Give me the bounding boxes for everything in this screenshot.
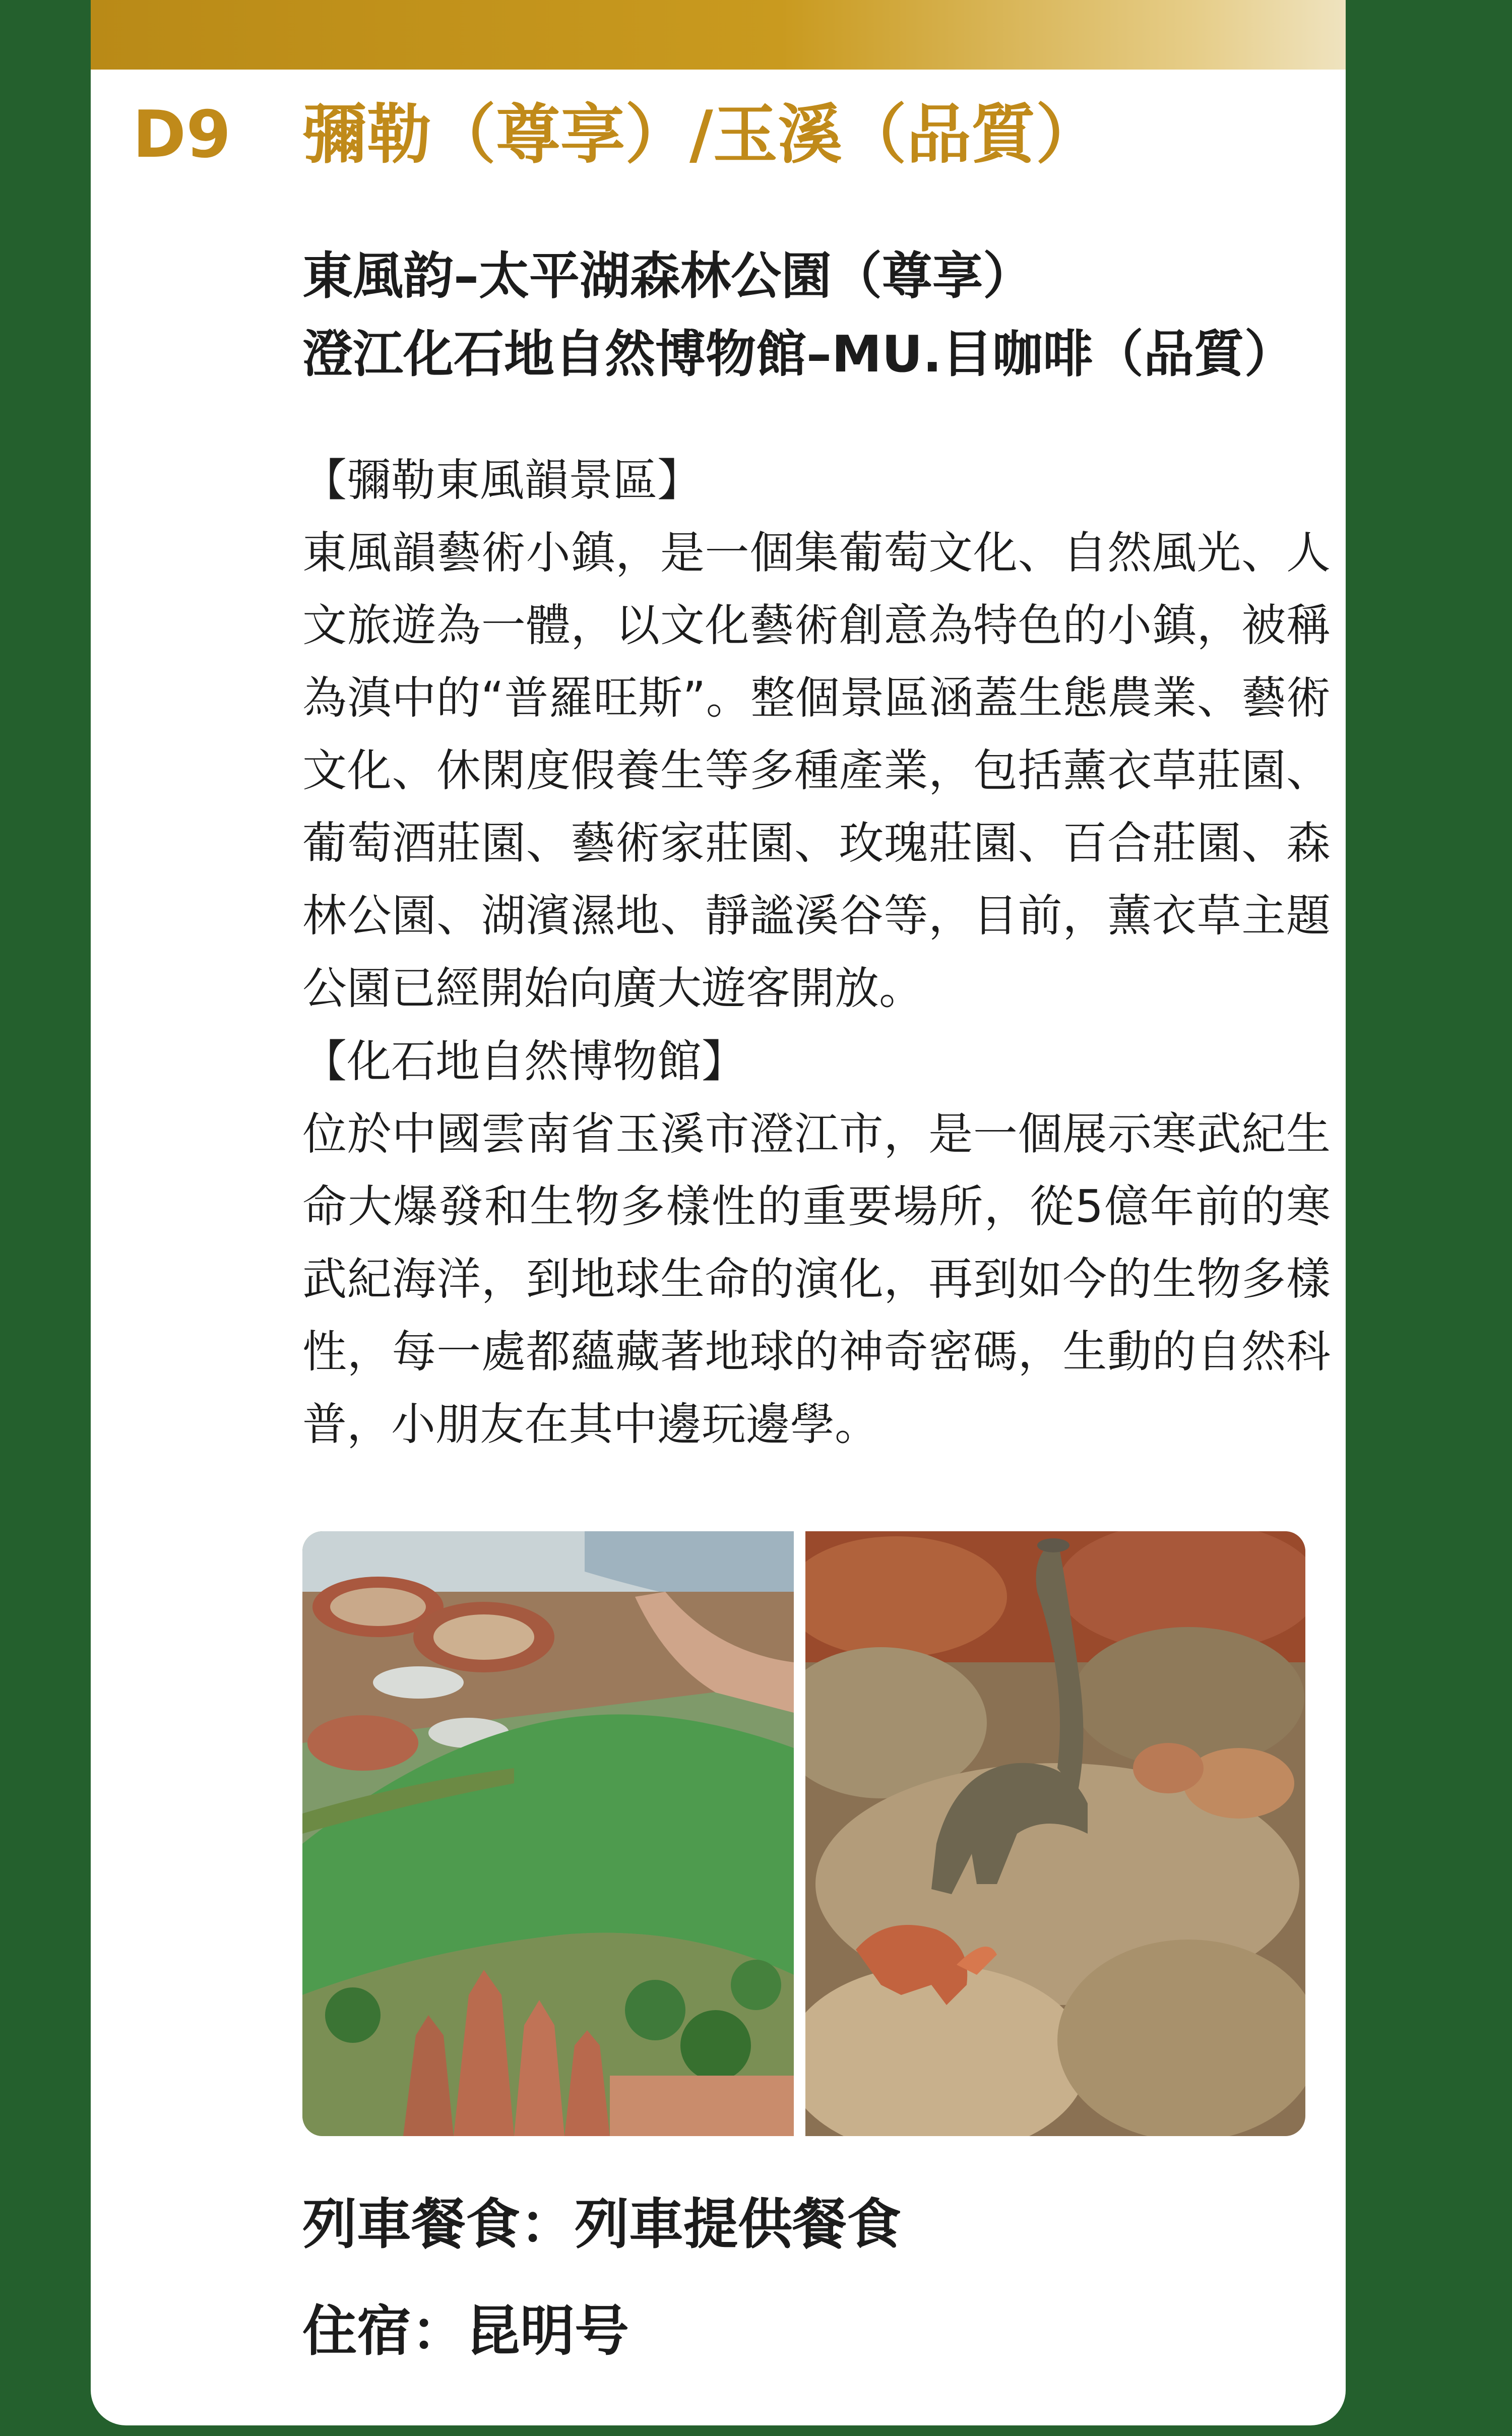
day-title: 彌勒（尊享）/玉溪（品質）	[302, 97, 1100, 172]
header-gradient-bar	[91, 0, 1346, 70]
aerial-town-photo	[302, 1531, 794, 2136]
itinerary-card	[91, 0, 1346, 2425]
section-heading-fossil-museum: 【化石地自然博物館】	[302, 1035, 746, 1087]
section-text-dongfengyun: 東風韻藝術小鎮，是一個集葡萄文化、自然風光、人文旅遊為一體，以文化藝術創意為特色的小鎮，被稱為滇中的“普羅旺斯”。整個景區涵蓋生態農業、藝術文化、休閑度假養生等多種產業，包括薰衣草莊園、葡萄酒莊園、藝術家莊園、玫瑰莊園、百合莊園、森林公園、湖濱濕地、靜謐溪谷等，目前，薰衣草主題公園已經開始向廣大遊客開放。	[302, 527, 1331, 1014]
description-body	[302, 444, 1331, 1461]
day-label: D9	[133, 97, 231, 172]
section-text-fossil-museum: 位於中國雲南省玉溪市澄江市，是一個展示寒武紀生命大爆發和生物多樣性的重要場所，從5億年前的寒武紀海洋，到地球生命的演化，再到如今的生物多樣性，每一處都蘊藏著地球的神奇密碼，生動的自然科普，小朋友在其中邊玩邊學。	[302, 1108, 1331, 1450]
section-heading-dongfengyun: 【彌勒東風韻景區】	[302, 454, 702, 506]
dinosaur-exhibit-photo	[805, 1531, 1305, 2136]
meal-info: 列車餐食：列車提供餐食	[302, 2193, 902, 2256]
photo-row	[302, 1531, 1305, 2136]
route-subhead-premium: 東風韵–太平湖森林公園（尊享）	[302, 246, 1033, 305]
route-subheads	[302, 237, 1310, 393]
route-subhead-quality: 澄江化石地自然博物館–MU.目咖啡（品質）	[302, 325, 1295, 384]
accommodation-info: 住宿：昆明号	[302, 2300, 629, 2363]
